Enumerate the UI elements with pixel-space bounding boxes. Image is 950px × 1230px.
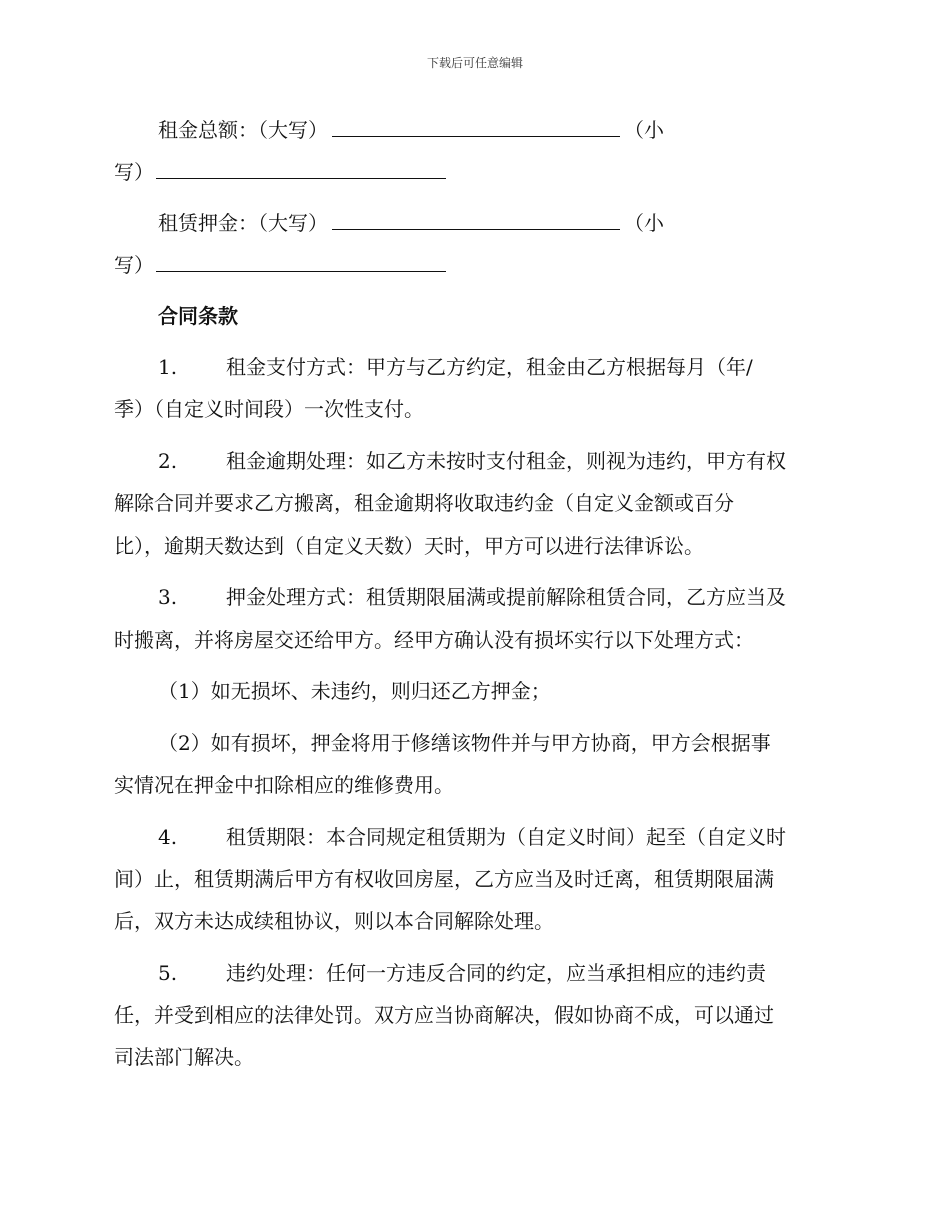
clause-1-line-1: 租金支付方式：甲方与乙方约定，租金由乙方根据每月（年/ — [226, 355, 753, 379]
rent-total-lowercase-blank[interactable] — [156, 156, 446, 179]
rent-total-small-line — [114, 156, 450, 186]
clause-1-number: 1. — [158, 355, 178, 379]
rent-total-uppercase-blank[interactable] — [332, 114, 620, 137]
clause-5-number: 5. — [158, 961, 178, 985]
deposit-small-open: （小 — [624, 211, 664, 235]
clause-3-line-1: 押金处理方式：租赁期限届满或提前解除租赁合同，乙方应当及 — [226, 585, 786, 609]
deposit-small-line — [114, 249, 450, 279]
clause-4-number: 4. — [158, 825, 178, 849]
deposit-label: 租赁押金：（大写） — [158, 211, 328, 235]
clause-1-line-2: 季）（自定义时间段）一次性支付。 — [114, 397, 424, 421]
clause-2-number: 2. — [158, 449, 178, 473]
rent-total-line — [158, 114, 664, 144]
clause-3-number: 3. — [158, 585, 178, 609]
clause-5-line-1: 违约处理：任何一方违反合同的约定，应当承担相应的违约责 — [226, 961, 766, 985]
clause-5-line-3: 司法部门解决。 — [114, 1045, 254, 1069]
deposit-small-close: 写） — [114, 253, 154, 277]
clause-2-line-3: 比），逾期天数达到（自定义天数）天时，甲方可以进行法律诉讼。 — [114, 534, 704, 558]
clause-4-line-2: 间）止，租赁期满后甲方有权收回房屋，乙方应当及时迁离，租赁期限届满 — [114, 867, 774, 891]
deposit-line — [158, 207, 664, 237]
rent-total-small-open: （小 — [624, 118, 664, 142]
clause-4-line-3: 后，双方未达成续租协议，则以本合同解除处理。 — [114, 909, 554, 933]
clause-2-line-1: 租金逾期处理：如乙方未按时支付租金，则视为违约，甲方有权 — [226, 449, 786, 473]
clause-4-line-1: 租赁期限：本合同规定租赁期为（自定义时间）起至（自定义时 — [226, 825, 786, 849]
clause-3-line-2: 时搬离，并将房屋交还给甲方。经甲方确认没有损坏实行以下处理方式： — [114, 628, 754, 652]
clause-3-sub-1: （1）如无损坏、未违约，则归还乙方押金； — [158, 679, 551, 703]
section-title: 合同条款 — [158, 304, 238, 328]
page-header: 下载后可任意编辑 — [426, 56, 523, 70]
clause-5-line-2: 任，并受到相应的法律处罚。双方应当协商解决，假如协商不成，可以通过 — [114, 1003, 774, 1027]
clause-3-sub-2-line-2: 实情况在押金中扣除相应的维修费用。 — [114, 773, 454, 797]
rent-total-small-close: 写） — [114, 160, 154, 184]
deposit-lowercase-blank[interactable] — [156, 249, 446, 272]
clause-2-line-2: 解除合同并要求乙方搬离，租金逾期将收取违约金（自定义金额或百分 — [114, 491, 734, 515]
deposit-uppercase-blank[interactable] — [332, 207, 620, 230]
rent-total-label: 租金总额：（大写） — [158, 118, 328, 142]
clause-3-sub-2-line-1: （2）如有损坏，押金将用于修缮该物件并与甲方协商，甲方会根据事 — [158, 731, 771, 755]
